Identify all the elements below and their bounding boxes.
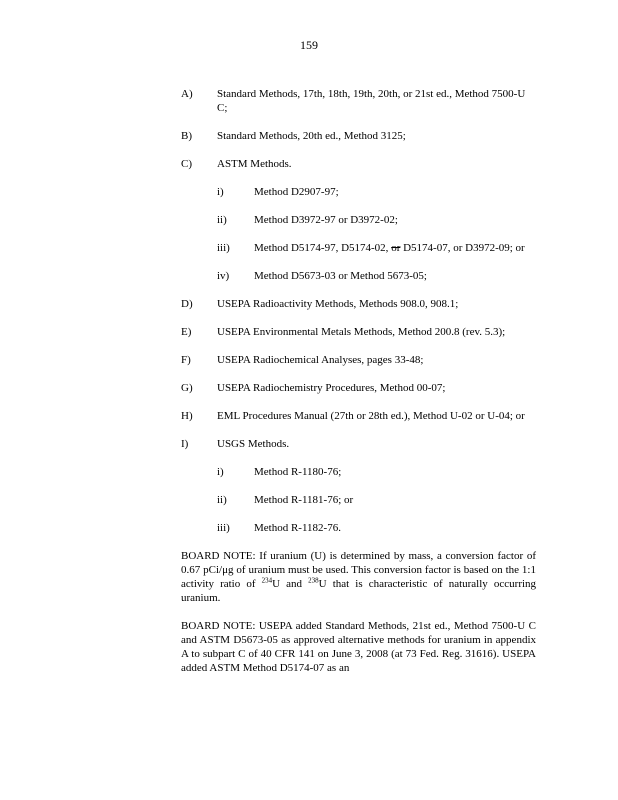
item-label: H) — [181, 410, 193, 422]
item-label: E) — [181, 326, 192, 338]
list-item-c — [181, 157, 536, 171]
list-item-a — [181, 87, 536, 115]
subitem-text: Method R-1181-76; or — [254, 494, 354, 506]
list-item-g — [181, 381, 536, 395]
usgs-subitem-iii — [217, 521, 536, 535]
subitem-label: i) — [217, 186, 224, 198]
list-item-e — [181, 325, 536, 339]
subitem-text: Method R-1180-76; — [254, 466, 342, 478]
item-label: I) — [181, 438, 189, 450]
item-label: C) — [181, 158, 192, 170]
item-label: B) — [181, 130, 192, 142]
text-segment: D5174-07, or D3972-09; or — [403, 242, 525, 254]
item-text: USEPA Radioactivity Methods, Methods 908.0, 908.1; — [217, 298, 459, 310]
note-text: U and — [272, 578, 303, 590]
list-item-b — [181, 129, 536, 143]
item-text: USEPA Radiochemistry Procedures, Method 00-07; — [217, 382, 446, 394]
usgs-subitem-ii — [217, 493, 536, 507]
item-label: F) — [181, 354, 191, 366]
item-text: EML Procedures Manual (27th or 28th ed.), Method U-02 or U-04; or — [217, 410, 525, 422]
item-text: Standard Methods, 20th ed., Method 3125; — [217, 130, 406, 142]
item-text: USEPA Environmental Metals Methods, Method 200.8 (rev. 5.3); — [217, 326, 506, 338]
isotope-superscript: 238 — [308, 576, 319, 585]
item-text: USEPA Radiochemical Analyses, pages 33-48; — [217, 354, 424, 366]
item-text: ASTM Methods. — [217, 158, 292, 170]
usgs-subitem-i — [217, 465, 536, 479]
astm-subitem-ii — [217, 213, 536, 227]
astm-subitem-iii — [217, 241, 536, 255]
subitem-label: iii) — [217, 522, 230, 534]
subitem-text: Method D5673-03 or Method 5673-05; — [254, 270, 427, 282]
astm-subitem-i — [217, 185, 536, 199]
note-text: U that is characteristic of naturally occurring uranium. — [181, 578, 537, 604]
astm-subitem-iv — [217, 269, 536, 283]
subitem-text: Method D2907-97; — [254, 186, 339, 198]
item-text: USGS Methods. — [217, 438, 290, 450]
document-body — [181, 87, 536, 689]
page-number: 159 — [300, 38, 318, 52]
item-label: G) — [181, 382, 193, 394]
list-item-d — [181, 297, 536, 311]
subitem-label: ii) — [217, 214, 227, 226]
board-note-usepa: BOARD NOTE: USEPA added Standard Methods, 21st ed., Method 7500-U C and ASTM D5673-05 as approved alternative methods for uranium in appendix A to subpart C of 40 CFR 141 on June 3, 2008 (at 73 Fed. Reg. 31616). USEPA added ASTM Method D5174-07 as an — [181, 620, 536, 674]
subitem-label: iii) — [217, 242, 230, 254]
note-text: BOARD NOTE: If uranium (U) is determined by mass, a conversion factor of 0.67 pCi/μg of uranium must be used. This conversion factor is based on the 1:1 activity ratio of — [181, 550, 536, 590]
list-item-h — [181, 409, 536, 423]
item-label: D) — [181, 298, 193, 310]
struck-text: or — [391, 242, 401, 254]
item-label: A) — [181, 88, 193, 100]
subitem-label: ii) — [217, 494, 227, 506]
list-item-i — [181, 437, 536, 451]
subitem-text: Method R-1182-76. — [254, 522, 341, 534]
subitem-text — [254, 241, 536, 255]
board-note-conversion — [181, 549, 536, 605]
item-text: Standard Methods, 17th, 18th, 19th, 20th, or 21st ed., Method 7500-U C; — [217, 88, 526, 114]
subitem-label: iv) — [217, 270, 230, 282]
isotope-superscript: 234 — [261, 576, 273, 585]
subitem-text: Method D3972-97 or D3972-02; — [254, 214, 398, 226]
list-item-f — [181, 353, 536, 367]
text-segment: Method D5174-97, D5174-02, — [254, 242, 389, 254]
subitem-label: i) — [217, 466, 224, 478]
